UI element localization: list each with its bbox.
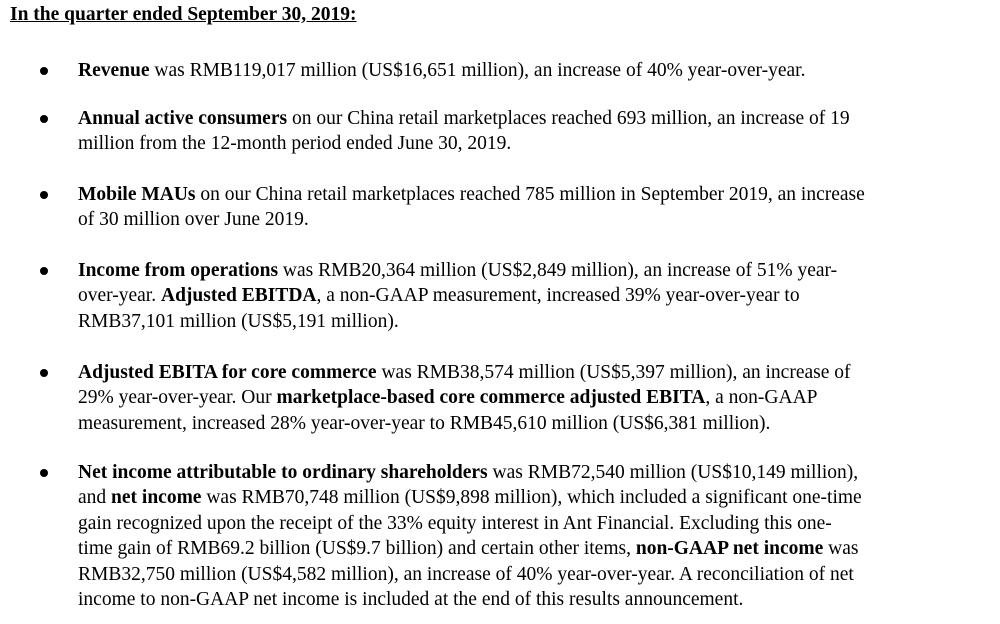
bold-term: Adjusted EBITDA [160, 285, 317, 307]
text-run: over-year. [78, 285, 161, 307]
section-heading: In the quarter ended September 30, 2019: [10, 4, 357, 25]
bullet-icon [40, 115, 48, 123]
bullet-icon [40, 67, 48, 75]
bullet-icon [40, 369, 48, 377]
text-run: was RMB119,017 million (US$16,651 million), an increase of 40% year-over-year. [149, 60, 806, 81]
bullet-icon [40, 191, 48, 199]
text-line [78, 309, 996, 334]
text-run: , a non-GAAP [705, 387, 818, 409]
text-line [78, 207, 996, 232]
text-line [78, 385, 996, 410]
text-line [78, 360, 996, 385]
text-run: RMB37,101 million (US$5,191 million). [78, 310, 399, 332]
bullet-icon [40, 469, 48, 477]
bold-term: net income [111, 487, 202, 509]
text-line [78, 460, 996, 485]
text-line [78, 182, 996, 207]
text-line [78, 411, 996, 436]
text-run: measurement, increased 28% year-over-year to RMB45,610 million (US$6,381 million). [78, 412, 771, 434]
text-line [78, 131, 996, 156]
text-line [78, 485, 996, 510]
bold-term: Revenue [78, 60, 150, 81]
bold-term: Income from operations [78, 260, 279, 281]
highlight-text [78, 58, 996, 83]
text-run: , a non-GAAP measurement, increased 39% year-over-year to [316, 285, 800, 307]
text-run: income to non-GAAP net income is included at the end of this results announcement. [78, 589, 744, 611]
highlight-text [78, 360, 996, 436]
text-run: on our China retail marketplaces reached 693 million, an increase of 19 [287, 108, 850, 129]
bold-term: Adjusted EBITA for core commerce [78, 362, 377, 383]
text-run: was RMB70,748 million (US$9,898 million), which included a significant one-time [201, 487, 862, 509]
text-run: gain recognized upon the receipt of the 33% equity interest in Ant Financial. Excluding this one- [78, 512, 832, 534]
bullet-icon [40, 267, 48, 275]
text-run: was [823, 538, 859, 560]
text-line [78, 106, 996, 131]
highlight-text [78, 258, 996, 334]
bold-term: Net income attributable to ordinary shareholders [78, 462, 488, 483]
text-line [78, 587, 996, 612]
text-run: was RMB20,364 million (US$2,849 million), an increase of 51% year- [278, 260, 838, 281]
bold-term: Mobile MAUs [78, 184, 196, 205]
text-line [78, 258, 996, 283]
bold-term: Annual active consumers [78, 108, 288, 129]
highlight-text [78, 182, 996, 233]
bold-term: non-GAAP net income [635, 538, 824, 560]
text-line [78, 562, 996, 587]
text-run: of 30 million over June 2019. [78, 209, 309, 231]
highlight-text [78, 460, 996, 612]
text-run: was RMB72,540 million (US$10,149 million), [487, 462, 859, 483]
text-run: and [78, 487, 112, 509]
text-run: was RMB38,574 million (US$5,397 million), an increase of [376, 362, 851, 383]
text-run: time gain of RMB69.2 billion (US$9.7 billion) and certain other items, [78, 538, 636, 560]
text-run: million from the 12-month period ended June 30, 2019. [78, 133, 512, 155]
text-line [78, 511, 996, 536]
text-line [78, 58, 996, 83]
text-line [78, 536, 996, 561]
highlight-text [78, 106, 996, 157]
text-run: 29% year-over-year. Our [78, 387, 277, 409]
text-run: on our China retail marketplaces reached 785 million in September 2019, an increase [195, 184, 865, 205]
bold-term: marketplace-based core commerce adjusted EBITA [276, 387, 706, 409]
text-line [78, 283, 996, 308]
text-run: RMB32,750 million (US$4,582 million), an increase of 40% year-over-year. A reconciliation of net [78, 563, 854, 585]
